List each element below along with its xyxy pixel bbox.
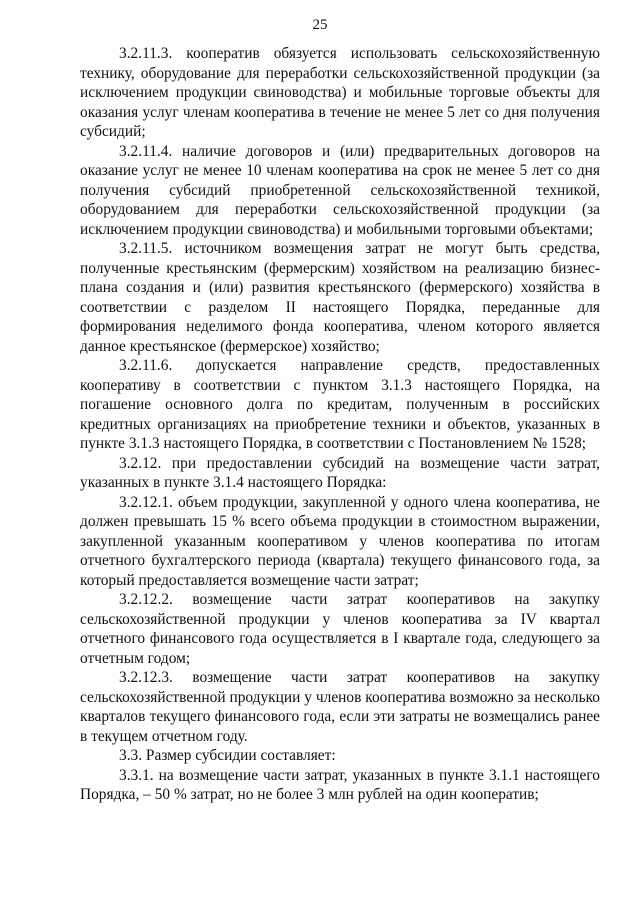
paragraph-3-2-12-2: 3.2.12.2. возмещение части затрат кооперативов на закупку сельскохозяйственной продукции у членов кооператива за IV квартал отчетного финансового года осуществляется в I квартале года, следующего за отчетным годом; (80, 591, 600, 667)
paragraph-3-2-11-3: 3.2.11.3. кооператив обязуется использовать сельскохозяйственную технику, оборудование для переработки сельскохозяйственной продукции (за исключением продукции свиноводства) и мобильные торговые объекты для оказания услуг членам кооператива в течение не менее 5 лет со дня получения субсидий; (80, 45, 600, 140)
document-body (80, 44, 600, 805)
paragraph-3-2-12-1: 3.2.12.1. объем продукции, закупленной у одного члена кооператива, не должен превышать 15 % всего объема продукции в стоимостном выражении, закупленной указанным кооперативом у членов кооператива по итогам отчетного бухгалтерского периода (квартала) текущего финансового года, за который предоставляется возмещение части затрат; (80, 493, 600, 589)
paragraph-3-2-11-6: 3.2.11.6. допускается направление средств, предоставленных кооперативу в соответствии с пунктом 3.1.3 настоящего Порядка, на погашение основного долга по кредитам, полученным в российских кредитных организациях на приобретение техники и объектов, указанных в пункте 3.1.3 настоящего Порядка, в соответствии с Постановлением № 1528; (80, 357, 600, 452)
paragraph-3-3-1: 3.3.1. на возмещение части затрат, указанных в пункте 3.1.1 настоящего Порядка, – 50 % затрат, но не более 3 млн рублей на один кооператив; (80, 766, 600, 803)
paragraph-3-2-11-5: 3.2.11.5. источником возмещения затрат не могут быть средства, полученные крестьянским (фермерским) хозяйством на реализацию бизнес-плана создания и (или) развития крестьянского (фермерского) хозяйства в соответствии с разделом II настоящего Порядка, переданные для формирования неделимого фонда кооператива, членом которого является данное крестьянское (фермерское) хозяйство; (80, 240, 600, 355)
paragraph-3-2-11-4: 3.2.11.4. наличие договоров и (или) предварительных договоров на оказание услуг не менее 10 членам кооператива на срок не менее 5 лет со дня получения субсидий приобретенной сельскохозяйственной техникой, оборудованием для переработки сельскохозяйственной продукции (за исключением продукции свиноводства) и мобильными торговыми объектами; (80, 142, 600, 238)
page-number: 25 (312, 17, 328, 33)
paragraph-3-2-12-3: 3.2.12.3. возмещение части затрат кооперативов на закупку сельскохозяйственной продукции у членов кооператива возможно за несколько кварталов текущего финансового года, если эти затраты не возмещались ранее в текущем отчетном году. (80, 669, 600, 745)
paragraph-3-3: 3.3. Размер субсидии составляет: (119, 747, 336, 764)
paragraph-3-2-12: 3.2.12. при предоставлении субсидий на возмещение части затрат, указанных в пункте 3.1.4 настоящего Порядка: (80, 454, 600, 491)
